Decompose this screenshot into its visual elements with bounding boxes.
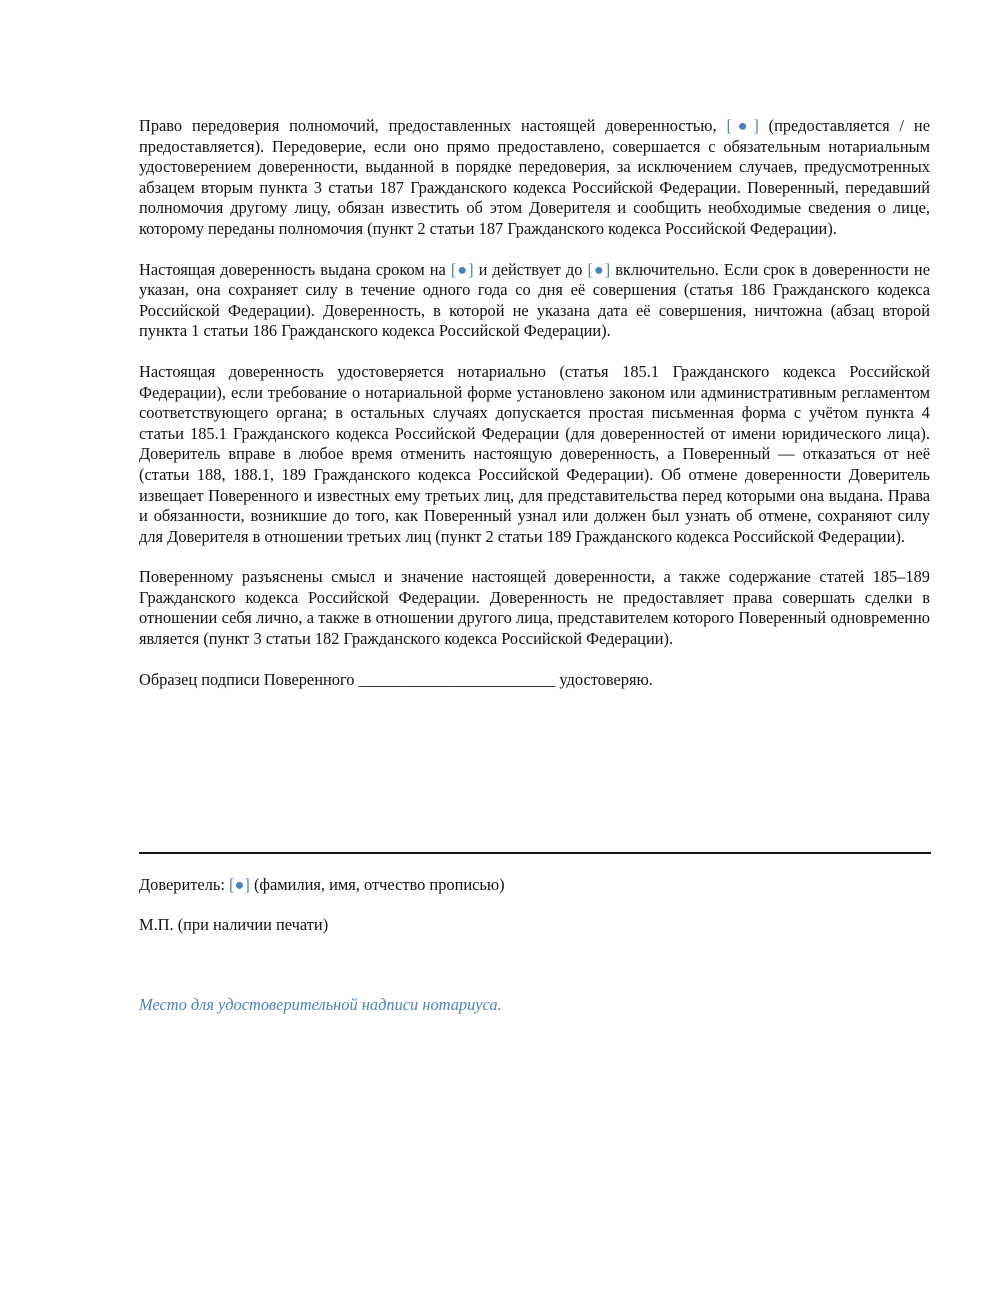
paragraph-text: и действует до xyxy=(473,259,588,279)
paragraph-text: включительно. Если срок в доверенности не указан, она сохраняет силу в течение одного года со дня её совершения (статья 186 Гражданского кодекса Российской Федерации). Доверенность, в которой не указана дата её совершения, ничтожна (абзац второй пункта 1 статьи 186 Гражданского кодекса Российской Федерации). xyxy=(139,259,930,341)
paragraph xyxy=(139,362,930,547)
paragraph-text: Настоящая доверенность удостоверяется нотариально (статья 185.1 Гражданского кодекса Российской Федерации), если требование о нотариальной форме установлено законом или административным регламентом соответствующего органа; в остальных случаях допускается простая письменная форма с учётом пункта 4 статьи 185.1 Гражданского кодекса Российской Федерации (для доверенностей от имени юридического лица). Доверитель вправе в любое время отменить настоящую доверенность, а Поверенный — отказаться от неё (статьи 188, 188.1, 189 Гражданского кодекса Российской Федерации). Об отмене доверенности Доверитель извещает Поверенного и известных ему третьих лиц, для представительства перед которыми она выдана. Права и обязанности, возникшие до того, как Поверенный узнал или должен был узнать об отмене, сохраняют силу для Доверителя в отношении третьих лиц (пункт 2 статьи 189 Гражданского кодекса Российской Федерации). xyxy=(139,361,930,546)
paragraph-text: Настоящая доверенность выдана сроком на xyxy=(139,259,451,279)
paragraph xyxy=(139,567,930,649)
placeholder-marker: [●] xyxy=(726,116,759,135)
placeholder-marker: [●] xyxy=(450,259,474,279)
paragraph-text: Поверенному разъяснены смысл и значение настоящей доверенности, а также содержание статей 185–189 Гражданского кодекса Российской Федерации. Доверенность не предоставляет права совершать сделки в отношении себя лично, а также в отношении другого лица, представителем которого Поверенный одновременно является (пункт 3 статьи 182 Гражданского кодекса Российской Федерации). xyxy=(139,567,930,649)
paragraph xyxy=(139,116,930,240)
principal-placeholder: [●] xyxy=(229,875,250,894)
paragraph-text: (предоставляется / не предоставляется). Передоверие, если оно прямо предоставлено, совершается с обязательным нотариальным удостоверением доверенности, выданной в порядке передоверия, за исключением случаев, предусмотренных абзацем вторым пункта 3 статьи 187 Гражданского кодекса Российской Федерации. Поверенный, передавший полномочия другому лицу, обязан известить об этом Доверителя и сообщить необходимые сведения о лице, которому переданы полномочия (пункт 2 статьи 187 Гражданского кодекса Российской Федерации). xyxy=(139,116,930,238)
seal-line: М.П. (при наличии печати) xyxy=(139,915,329,934)
placeholder-marker: [●] xyxy=(587,259,611,279)
principal-line xyxy=(139,875,505,896)
paragraph-text: Право передоверия полномочий, предоставленных настоящей доверенностью, xyxy=(139,116,727,135)
notary-certification-placeholder: Место для удостоверительной надписи нотариуса. xyxy=(139,995,502,1014)
paragraphs xyxy=(139,116,930,650)
principal-label: Доверитель: xyxy=(139,875,230,894)
signature-divider xyxy=(139,852,931,854)
paragraph xyxy=(139,260,930,342)
principal-note: (фамилия, имя, отчество прописью) xyxy=(249,875,505,894)
signature-sample-line: Образец подписи Поверенного ________________________ удостоверяю. xyxy=(139,669,653,689)
document-body xyxy=(139,116,930,690)
